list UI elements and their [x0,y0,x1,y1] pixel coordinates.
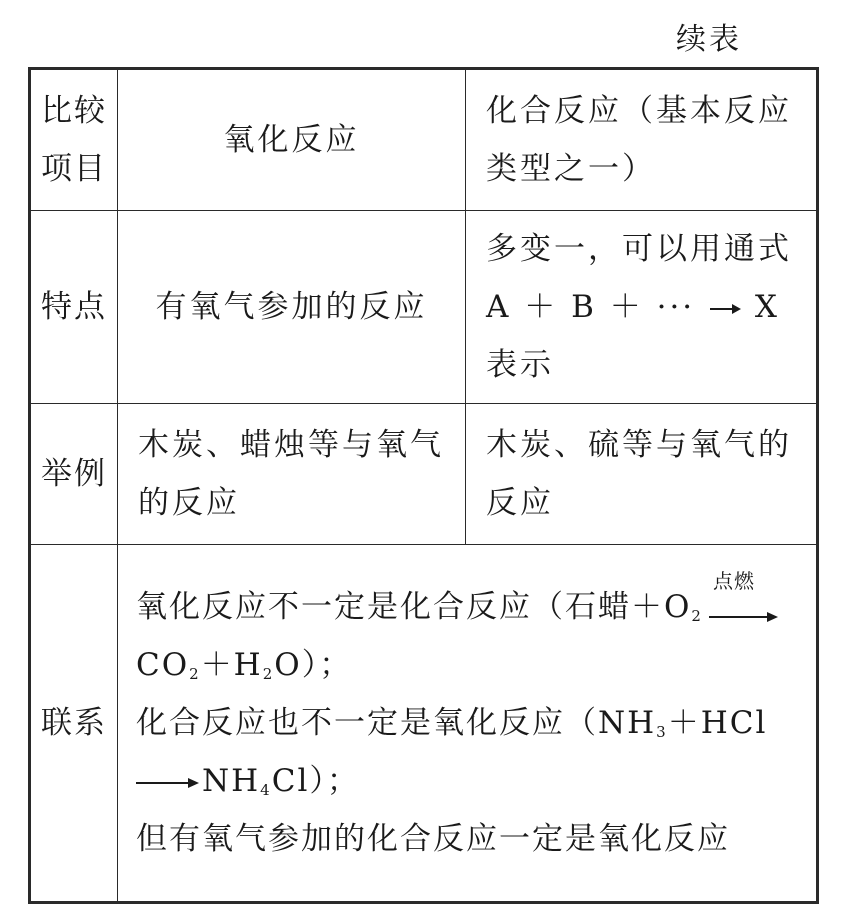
features-oxidation: 有氧气参加的反应 [118,211,466,404]
examples-oxidation: 木炭、蜡烛等与氧气的反应 [118,404,466,545]
features-label: 特点 [30,211,118,404]
table-row-header [30,69,818,211]
examples-label: 举例 [30,404,118,545]
relation-line-1: 氧化反应不一定是化合反应（石蜡$+O_2$ 点燃 [136,578,806,636]
reaction-arrow-icon [708,300,742,318]
ignite-arrow-icon [707,568,779,629]
table-row-examples [30,404,818,545]
table-row-relation [30,545,818,903]
relation-label: 联系 [30,545,118,903]
features-combination-end: X 表示 [486,289,780,383]
comparison-table [28,67,819,904]
header-combination: 化合反应（基本反应类型之一） [466,69,818,211]
header-compare-items: 比较项目 [30,69,118,211]
header-oxidation: 氧化反应 [118,69,466,211]
relation-line-5: 但有氧气参加的化合反应一定是氧化反应 [136,821,730,857]
features-combination-text: 多变一，可以用通式 A ＋ B ＋ ··· [486,231,792,325]
relation-line-3: 化合反应也不一定是氧化反应（$NH_3+HCl$ [136,705,768,741]
features-combination [466,211,818,404]
arrow-condition: 点燃 [712,568,755,593]
examples-combination: 木炭、硫等与氧气的反应 [466,404,818,545]
table-row-features [30,211,818,404]
relation-content [118,545,818,903]
continued-label: 续表 [676,22,742,57]
relation-line-2: $CO_2+H_2O$）； [136,647,353,683]
reaction-arrow-icon [136,773,200,793]
relation-line-4: $NH_4Cl$）； [136,752,806,810]
